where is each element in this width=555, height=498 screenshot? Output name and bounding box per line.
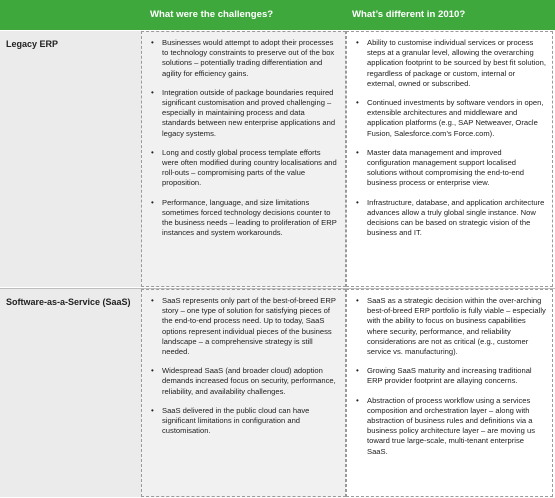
row-label-legacy-erp: Legacy ERP: [0, 31, 141, 287]
list-item: • SaaS delivered in the public cloud can have significant limitations in configuration and customisation.: [162, 406, 339, 437]
list-item: • Infrastructure, database, and application architecture advances allow a truly global single instance. Now decisions can be based on strategic vision of the business and IT.: [367, 198, 546, 239]
list-item: • Long and costly global process template efforts were often modified during country localisations and roll-outs – compromising parts of the value proposition.: [162, 148, 339, 189]
legacy-erp-differences: [346, 31, 553, 287]
header-challenges: What were the challenges?: [150, 9, 274, 20]
list-item: • SaaS as a strategic decision within the over-arching best-of-breed ERP portfolio is fully viable – especially with the ability to focus on business capabilities where security, performance, and reliability considerations are not as critical (e.g., customer service vs. manufacturing).: [367, 296, 546, 357]
legacy-erp-challenges: [141, 31, 346, 287]
list-item: • Businesses would attempt to adopt their processes to technology constraints to preserve out of the box solutions – potentially trading differentiation and agility for efficiency gains.: [162, 38, 339, 79]
list-item: • Widespread SaaS (and broader cloud) adoption demands increased focus on security, performance, reliability, and availability challenges.: [162, 366, 339, 397]
row-label-saas: Software-as-a-Service (SaaS): [0, 289, 141, 497]
list-item: • Master data management and improved configuration management support localised solutions without compromising the end-to-end business process or enterprise view.: [367, 148, 546, 189]
list-item: • SaaS represents only part of the best-of-breed ERP story – one type of solution for satisfying pieces of the end-to-end process need. Up to today, SaaS options represent individual pieces of the business landscape – a comprehensive strategy is still needed.: [162, 296, 339, 357]
list-item: • Growing SaaS maturity and increasing traditional ERP provider footprint are allaying concerns.: [367, 366, 546, 386]
table-header: [0, 0, 555, 30]
list-item: • Abstraction of process workflow using a services composition and orchestration layer – along with abstraction of business rules and definitions via a business policy architecture layer – are moving us toward true large-scale, multi-tenant enterprise SaaS.: [367, 396, 546, 457]
list-item: • Performance, language, and size limitations sometimes forced technology decisions counter to the business needs – leading to proliferation of ERP instances and system workarounds.: [162, 198, 339, 239]
header-differences: What’s different in 2010?: [352, 9, 466, 20]
saas-differences: [346, 289, 553, 497]
list-item: • Integration outside of package boundaries required significant customisation and proved challenging – especially in maintaining process and data standards between new enterprise applications and legacy systems.: [162, 88, 339, 139]
saas-challenges: [141, 289, 346, 497]
list-item: • Ability to customise individual services or process steps at a granular level, allowing the overarching application footprint to be sourced by best fit solution, regardless of package or custom, internal or external, owned or subscribed.: [367, 38, 546, 89]
list-item: • Continued investments by software vendors in open, extensible architectures and middleware and application platforms (e.g., SAP Netweaver, Oracle Fusion, Salesforce.com’s Force.com).: [367, 98, 546, 139]
